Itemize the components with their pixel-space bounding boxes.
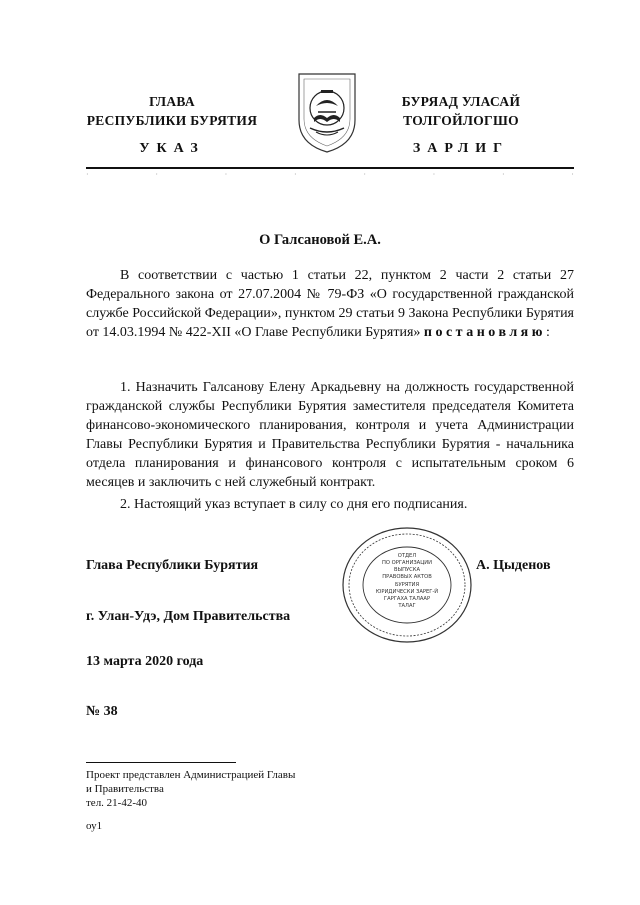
header-right-line1: БУРЯАД УЛАСАЙ — [401, 94, 521, 109]
item-1-paragraph: 1. Назначить Галсанову Елену Аркадьевну на должность государственной гражданской службы Республики Бурятия заместителя председателя Комитета финансово-экономического планирования, контроля и учета Администрации Главы Республики Бурятия и Правительства Республики Бурятия - начальника отдела планирования и финансового контроля с испытательным сроком 6 месяцев и заключить с ней служебный контракт. — [86, 380, 574, 490]
official-stamp-icon — [340, 525, 474, 645]
header-right-line2: ТОЛГОЙЛОГШО — [403, 113, 519, 128]
header-left-line2: РЕСПУБЛИКИ БУРЯТИЯ — [86, 113, 258, 128]
buryatia-emblem-icon — [296, 68, 358, 154]
signing-place: г. Улан-Удэ, Дом Правительства — [86, 609, 291, 624]
resolve-word: постановляю — [423, 325, 546, 340]
preamble-paragraph — [86, 266, 574, 342]
decree-label-right: ЗАРЛИГ — [412, 141, 510, 156]
document-title: О Галсановой Е.А. — [259, 232, 381, 248]
header-left-line1: ГЛАВА — [149, 94, 195, 109]
preamble-text: В соответствии с частью 1 статьи 22, пунктом 2 части 2 статьи 27 Федерального закона от 27.07.2004 № 79-ФЗ «О государственной гражданской службе Российской Федерации», пунктом 29 статьи 9 Закона Республики Бурятия от 14.03.1994 № 422-XII «О Главе Республики Бурятия» — [86, 268, 574, 340]
footer-rule — [86, 762, 236, 763]
stamp-line2: ПО ОРГАНИЗАЦИИ — [381, 560, 433, 566]
signatory-post: Глава Республики Бурятия — [86, 558, 259, 573]
signing-date: 13 марта 2020 года — [86, 654, 204, 669]
stamp-line7: ГАРГАХА ТАЛААР — [383, 596, 431, 602]
footer-line2: и Правительства — [86, 783, 164, 795]
footer-phone: тел. 21-42-40 — [86, 797, 148, 809]
footer-line1: Проект представлен Администрацией Главы — [86, 769, 296, 781]
document-code: оу1 — [86, 820, 103, 832]
header-right — [386, 92, 536, 130]
header-rule — [86, 167, 574, 169]
stamp-line5: БУРЯТИЯ — [394, 582, 420, 588]
resolve-colon: : — [545, 325, 550, 340]
decree-label-left: УКАЗ — [139, 141, 205, 156]
signatory-name: А. Цыденов — [476, 558, 551, 573]
stamp-line6: ЮРИДИЧЕСКИ ЗАРЕГ-Й — [375, 589, 439, 595]
header-left — [82, 92, 262, 130]
item-2-paragraph: 2. Настоящий указ вступает в силу со дня его подписания. — [120, 497, 468, 512]
decree-number: № 38 — [86, 704, 118, 719]
stamp-line8: ТАЛАГ — [398, 603, 416, 609]
header-dotted-rule: · · · · · · · · — [86, 170, 574, 179]
stamp-line1: ОТДЕЛ — [397, 553, 417, 559]
stamp-line3: ВЫПУСКА — [393, 567, 421, 573]
stamp-line4: ПРАВОВЫХ АКТОВ — [382, 574, 432, 580]
